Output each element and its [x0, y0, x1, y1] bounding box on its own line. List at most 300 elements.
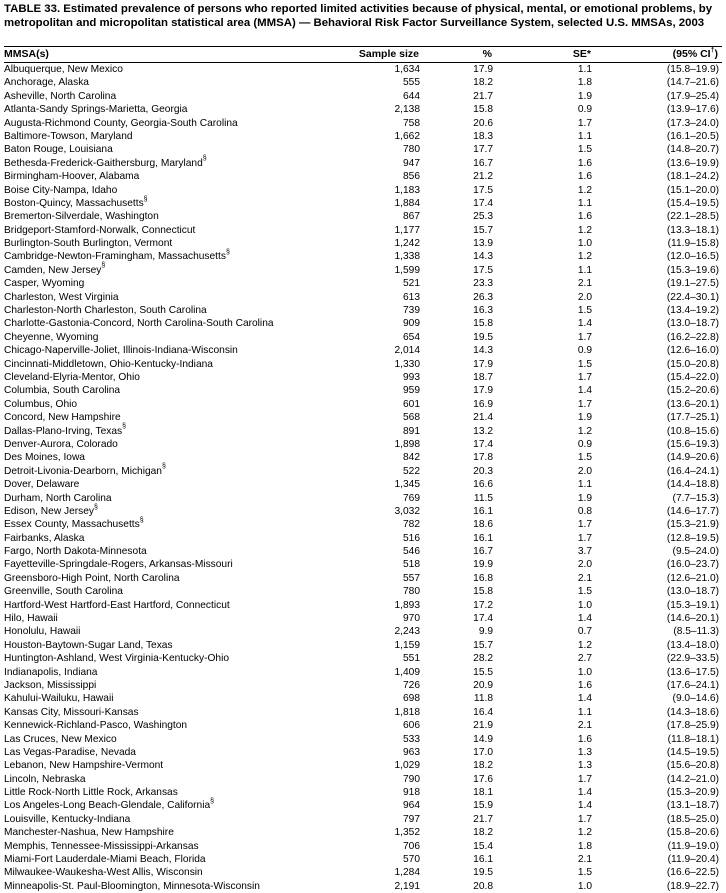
percent: 16.8 [473, 572, 493, 584]
confidence-interval: (12.0–16.5) [666, 251, 719, 263]
sample-size: 706 [403, 840, 420, 852]
confidence-interval: (15.2–20.6) [666, 385, 719, 397]
mmsa-name-text: Houston-Baytown-Sugar Land, Texas [4, 639, 173, 651]
table-row [4, 599, 722, 612]
sample-size: 909 [403, 318, 420, 330]
percent: 25.3 [473, 211, 493, 223]
mmsa-name [4, 184, 324, 197]
mmsa-name [4, 143, 324, 156]
mmsa-name [4, 224, 324, 237]
mmsa-name-text: Bremerton-Silverdale, Washington [4, 211, 159, 223]
sample-size: 758 [403, 117, 420, 129]
standard-error: 1.2 [577, 184, 592, 196]
mmsa-name [4, 733, 324, 746]
percent: 28.2 [473, 653, 493, 665]
mmsa-name-text: Las Cruces, New Mexico [4, 733, 117, 745]
sample-size: 1,884 [394, 197, 420, 209]
mmsa-name [4, 639, 324, 652]
confidence-interval: (15.3–19.1) [666, 599, 719, 611]
sample-size: 1,242 [394, 238, 420, 250]
table-row [4, 853, 722, 866]
confidence-interval: (14.2–21.0) [666, 773, 719, 785]
mmsa-name-text: Minneapolis-St. Paul-Bloomington, Minnesota-Wisconsin [4, 880, 260, 892]
percent: 15.5 [473, 666, 493, 678]
sample-size: 516 [403, 532, 420, 544]
mmsa-name [4, 866, 324, 879]
standard-error: 1.4 [577, 385, 592, 397]
table-row [4, 304, 722, 317]
percent: 15.7 [473, 224, 493, 236]
confidence-interval: (13.6–19.9) [666, 157, 719, 169]
table-row [4, 291, 722, 304]
mmsa-name-text: Honolulu, Hawaii [4, 626, 81, 638]
table-row [4, 411, 722, 424]
percent: 16.3 [473, 305, 493, 317]
confidence-interval: (12.6–21.0) [666, 572, 719, 584]
standard-error: 1.2 [577, 639, 592, 651]
mmsa-name-text: Milwaukee-Waukesha-West Allis, Wisconsin [4, 867, 203, 879]
table-row [4, 451, 722, 464]
table-row [4, 585, 722, 598]
confidence-interval: (17.6–24.1) [666, 679, 719, 691]
confidence-interval: (16.4–24.1) [666, 465, 719, 477]
standard-error: 0.9 [577, 438, 592, 450]
sample-size: 644 [403, 90, 420, 102]
percent: 14.9 [473, 733, 493, 745]
header-ci-label: (95% CI [672, 48, 711, 60]
footnote-mark: § [143, 195, 148, 203]
mmsa-name [4, 759, 324, 772]
confidence-interval: (18.9–22.7) [666, 880, 719, 892]
standard-error: 1.0 [577, 666, 592, 678]
mmsa-name-text: Dover, Delaware [4, 479, 80, 491]
standard-error: 0.9 [577, 345, 592, 357]
standard-error: 1.4 [577, 613, 592, 625]
standard-error: 1.7 [577, 371, 592, 383]
table-row [4, 799, 722, 812]
mmsa-name [4, 746, 324, 759]
confidence-interval: (13.9–17.6) [666, 104, 719, 116]
standard-error: 2.1 [577, 854, 592, 866]
footnote-mark: § [225, 249, 230, 257]
sample-size: 1,599 [394, 264, 420, 276]
mmsa-name-text: Bethesda-Frederick-Gaithersburg, Maryland [4, 157, 203, 169]
table-row [4, 719, 722, 732]
standard-error: 0.9 [577, 104, 592, 116]
table-row [4, 652, 722, 665]
confidence-interval: (11.9–15.8) [667, 238, 719, 250]
percent: 13.9 [473, 238, 493, 250]
mmsa-name-text: Cleveland-Elyria-Mentor, Ohio [4, 371, 140, 383]
mmsa-name-text: Fargo, North Dakota-Minnesota [4, 546, 147, 558]
table-row [4, 532, 722, 545]
standard-error: 1.2 [577, 827, 592, 839]
standard-error: 1.1 [577, 64, 592, 75]
mmsa-name-text: Concord, New Hampshire [4, 412, 121, 424]
header-sample-size: Sample size [358, 48, 419, 60]
mmsa-name-text: Greensboro-High Point, North Carolina [4, 572, 180, 584]
mmsa-name [4, 625, 324, 638]
confidence-interval: (12.8–19.5) [666, 532, 719, 544]
mmsa-name-text: Greenville, South Carolina [4, 586, 123, 598]
percent: 15.8 [473, 104, 493, 116]
confidence-interval: (14.5–19.5) [666, 746, 719, 758]
mmsa-name [4, 250, 324, 263]
percent: 17.4 [473, 197, 493, 209]
mmsa-name-text: Huntington-Ashland, West Virginia-Kentucky-Ohio [4, 653, 229, 665]
mmsa-name-text: Jackson, Mississippi [4, 679, 97, 691]
percent: 19.5 [473, 867, 493, 879]
mmsa-name-text: Lebanon, New Hampshire-Vermont [4, 760, 164, 772]
mmsa-name-text: Camden, New Jersey [4, 264, 102, 276]
standard-error: 1.0 [577, 238, 592, 250]
table-row [4, 773, 722, 786]
mmsa-name-text: Charlotte-Gastonia-Concord, North Carolina-South Carolina [4, 318, 274, 330]
mmsa-name-text: Columbus, Ohio [4, 398, 78, 410]
confidence-interval: (19.1–27.5) [666, 278, 719, 290]
mmsa-name [4, 157, 324, 170]
sample-size: 1,634 [394, 64, 420, 75]
sample-size: 856 [403, 171, 420, 183]
sample-size: 654 [403, 331, 420, 343]
table-row [4, 358, 722, 371]
sample-size: 769 [403, 492, 420, 504]
sample-size: 533 [403, 733, 420, 745]
mmsa-name-text: Birmingham-Hoover, Alabama [4, 171, 140, 183]
sample-size: 1,338 [394, 251, 420, 263]
mmsa-name [4, 478, 324, 491]
confidence-interval: (13.3–18.1) [666, 224, 719, 236]
mmsa-name [4, 170, 324, 183]
percent: 15.7 [473, 639, 493, 651]
standard-error: 2.0 [577, 291, 592, 303]
confidence-interval: (14.6–20.1) [666, 613, 719, 625]
table-row [4, 157, 722, 170]
confidence-interval: (11.9–19.0) [667, 840, 719, 852]
mmsa-name [4, 786, 324, 799]
mmsa-name-text: Louisville, Kentucky-Indiana [4, 813, 131, 825]
mmsa-name [4, 585, 324, 598]
percent: 16.1 [473, 505, 493, 517]
mmsa-name-text: Los Angeles-Long Beach-Glendale, California [4, 800, 211, 812]
percent: 16.4 [473, 706, 493, 718]
footnote-mark: § [122, 423, 127, 431]
standard-error: 1.6 [577, 679, 592, 691]
percent: 9.9 [478, 626, 493, 638]
standard-error: 1.9 [577, 90, 592, 102]
confidence-interval: (18.5–25.0) [666, 813, 719, 825]
percent: 17.0 [473, 746, 493, 758]
header-se-label: SE [572, 48, 587, 60]
table-row [4, 692, 722, 705]
mmsa-name-text: Dallas-Plano-Irving, Texas [4, 425, 123, 437]
percent: 16.1 [473, 854, 493, 866]
sample-size: 891 [403, 425, 420, 437]
sample-size: 613 [403, 291, 420, 303]
table-row [4, 558, 722, 571]
confidence-interval: (15.4–22.0) [666, 371, 719, 383]
sample-size: 1,893 [394, 599, 420, 611]
footnote-mark: § [94, 503, 98, 511]
percent: 23.3 [473, 278, 493, 290]
mmsa-name [4, 291, 324, 304]
mmsa-name-text: Kennewick-Richland-Pasco, Washington [4, 720, 188, 732]
table-title: TABLE 33. Estimated prevalence of persons who reported limited activities because of physical, mental, or emotional problems, by metropolitan and micropolitan statistical area (MMSA) — Behavioral Risk Factor Surveillance System, selected U.S. MMSAs, 2003 [4, 3, 713, 29]
mmsa-name-text: Albuquerque, New Mexico [4, 64, 123, 75]
confidence-interval: (10.8–15.6) [666, 425, 719, 437]
standard-error: 1.4 [577, 800, 592, 812]
sample-size: 557 [403, 572, 420, 584]
mmsa-name [4, 384, 324, 397]
standard-error: 1.7 [577, 773, 592, 785]
confidence-interval: (11.9–20.4) [667, 854, 719, 866]
standard-error: 1.7 [577, 519, 592, 531]
table-row [4, 465, 722, 478]
sample-size: 1,183 [394, 184, 420, 196]
confidence-interval: (16.0–23.7) [666, 559, 719, 571]
mmsa-name [4, 76, 324, 89]
table-row [4, 331, 722, 344]
confidence-interval: (14.4–18.8) [666, 479, 719, 491]
sample-size: 1,352 [394, 827, 420, 839]
table-row [4, 63, 722, 76]
percent: 15.8 [473, 586, 493, 598]
mmsa-name [4, 344, 324, 357]
confidence-interval: (13.1–18.7) [666, 800, 719, 812]
percent: 18.1 [473, 787, 493, 799]
mmsa-name [4, 518, 324, 531]
mmsa-name [4, 679, 324, 692]
table-row [4, 572, 722, 585]
confidence-interval: (13.6–20.1) [666, 398, 719, 410]
percent: 17.5 [473, 184, 493, 196]
percent: 21.9 [473, 720, 493, 732]
percent: 17.6 [473, 773, 493, 785]
table-row [4, 759, 722, 772]
percent: 16.7 [473, 546, 493, 558]
mmsa-name [4, 317, 324, 330]
percent: 17.7 [473, 144, 493, 156]
table-row [4, 666, 722, 679]
header-ci [591, 47, 718, 62]
standard-error: 1.5 [577, 305, 592, 317]
mmsa-name-text: Fairbanks, Alaska [4, 532, 85, 544]
footnote-mark: § [202, 155, 207, 163]
mmsa-name-text: Little Rock-North Little Rock, Arkansas [4, 787, 178, 799]
mmsa-name [4, 826, 324, 839]
confidence-interval: (14.8–20.7) [666, 144, 719, 156]
standard-error: 2.0 [577, 559, 592, 571]
standard-error: 0.7 [577, 626, 592, 638]
percent: 15.9 [473, 800, 493, 812]
mmsa-name-text: Lincoln, Nebraska [4, 773, 86, 785]
mmsa-name-text: Essex County, Massachusetts [4, 519, 140, 531]
standard-error: 1.5 [577, 358, 592, 370]
percent: 15.4 [473, 840, 493, 852]
mmsa-name [4, 840, 324, 853]
mmsa-name-text: Charleston-North Charleston, South Carolina [4, 305, 207, 317]
table-row [4, 210, 722, 223]
standard-error: 1.4 [577, 693, 592, 705]
mmsa-name [4, 210, 324, 223]
confidence-interval: (15.3–19.6) [666, 264, 719, 276]
percent: 19.5 [473, 331, 493, 343]
standard-error: 1.2 [577, 224, 592, 236]
percent: 18.6 [473, 519, 493, 531]
percent: 15.8 [473, 318, 493, 330]
confidence-interval: (11.8–18.1) [667, 733, 719, 745]
confidence-interval: (15.0–20.8) [666, 358, 719, 370]
confidence-interval: (17.9–25.4) [666, 90, 719, 102]
confidence-interval: (15.1–20.0) [666, 184, 719, 196]
table-header [4, 47, 722, 62]
mmsa-name-text: Augusta-Richmond County, Georgia-South Carolina [4, 117, 238, 129]
sample-size: 867 [403, 211, 420, 223]
mmsa-name [4, 492, 324, 505]
mmsa-name-text: Cheyenne, Wyoming [4, 331, 99, 343]
standard-error: 1.5 [577, 867, 592, 879]
sample-size: 959 [403, 385, 420, 397]
percent: 13.2 [473, 425, 493, 437]
table-row [4, 813, 722, 826]
standard-error: 2.0 [577, 465, 592, 477]
sample-size: 780 [403, 144, 420, 156]
confidence-interval: (13.6–17.5) [666, 666, 719, 678]
table-row [4, 840, 722, 853]
table-row [4, 264, 722, 277]
standard-error: 1.4 [577, 318, 592, 330]
table-row [4, 505, 722, 518]
mmsa-name-text: Boise City-Nampa, Idaho [4, 184, 118, 196]
mmsa-name [4, 371, 324, 384]
percent: 17.4 [473, 613, 493, 625]
table-row [4, 224, 722, 237]
percent: 18.2 [473, 827, 493, 839]
percent: 11.8 [473, 693, 493, 705]
confidence-interval: (15.6–19.3) [666, 438, 719, 450]
mmsa-name-text: Hartford-West Hartford-East Hartford, Connecticut [4, 599, 230, 611]
confidence-interval: (13.4–19.2) [666, 305, 719, 317]
percent: 20.3 [473, 465, 493, 477]
standard-error: 2.1 [577, 278, 592, 290]
standard-error: 2.1 [577, 720, 592, 732]
table-row [4, 398, 722, 411]
confidence-interval: (17.8–25.9) [666, 720, 719, 732]
footnote-mark: § [161, 463, 166, 471]
table-row [4, 76, 722, 89]
percent: 11.5 [473, 492, 493, 504]
percent: 14.3 [473, 251, 493, 263]
percent: 17.9 [473, 385, 493, 397]
mmsa-name-text: Indianapolis, Indiana [4, 666, 98, 678]
table-row [4, 237, 722, 250]
header-se [492, 47, 591, 62]
mmsa-name [4, 197, 324, 210]
confidence-interval: (15.3–21.9) [666, 519, 719, 531]
confidence-interval: (15.6–20.8) [666, 760, 719, 772]
mmsa-name [4, 130, 324, 143]
confidence-interval: (22.1–28.5) [666, 211, 719, 223]
table-row [4, 478, 722, 491]
mmsa-name-text: Cincinnati-Middletown, Ohio-Kentucky-Indiana [4, 358, 213, 370]
standard-error: 1.1 [577, 130, 592, 142]
mmsa-name-text: Las Vegas-Paradise, Nevada [4, 746, 136, 758]
percent: 18.7 [473, 371, 493, 383]
sample-size: 1,898 [394, 438, 420, 450]
header-se-footnote-mark: * [586, 48, 591, 60]
standard-error: 1.2 [577, 251, 592, 263]
mmsa-name-text: Bridgeport-Stamford-Norwalk, Connecticut [4, 224, 196, 236]
mmsa-name [4, 63, 324, 76]
sample-size: 726 [403, 679, 420, 691]
table-row [4, 143, 722, 156]
mmsa-name-text: Burlington-South Burlington, Vermont [4, 238, 173, 250]
confidence-interval: (13.4–18.0) [666, 639, 719, 651]
mmsa-name-text: Durham, North Carolina [4, 492, 112, 504]
header-ci-footnote-mark: † [710, 46, 715, 54]
mmsa-name [4, 358, 324, 371]
standard-error: 2.1 [577, 572, 592, 584]
standard-error: 1.3 [577, 760, 592, 772]
sample-size: 964 [403, 800, 420, 812]
confidence-interval: (18.1–24.2) [666, 171, 719, 183]
sample-size: 918 [403, 787, 420, 799]
sample-size: 570 [403, 854, 420, 866]
standard-error: 1.8 [577, 77, 592, 89]
percent: 16.6 [473, 479, 493, 491]
confidence-interval: (14.9–20.6) [666, 452, 719, 464]
confidence-interval: (13.0–18.7) [666, 318, 719, 330]
mmsa-name-text: Boston-Quincy, Massachusetts [4, 197, 144, 209]
standard-error: 1.0 [577, 880, 592, 892]
standard-error: 1.0 [577, 599, 592, 611]
sample-size: 970 [403, 613, 420, 625]
mmsa-name [4, 558, 324, 571]
data-table [4, 46, 722, 893]
mmsa-name-text: Des Moines, Iowa [4, 452, 85, 464]
standard-error: 0.8 [577, 505, 592, 517]
sample-size: 518 [403, 559, 420, 571]
mmsa-name [4, 425, 324, 438]
sample-size: 947 [403, 157, 420, 169]
confidence-interval: (17.7–25.1) [666, 412, 719, 424]
mmsa-name-text: Manchester-Nashua, New Hampshire [4, 827, 174, 839]
mmsa-name [4, 572, 324, 585]
mmsa-name-text: Miami-Fort Lauderdale-Miami Beach, Florida [4, 854, 206, 866]
confidence-interval: (14.6–17.7) [666, 505, 719, 517]
standard-error: 1.7 [577, 117, 592, 129]
confidence-interval: (22.9–33.5) [666, 653, 719, 665]
percent: 21.7 [473, 813, 493, 825]
sample-size: 698 [403, 693, 420, 705]
table-row [4, 277, 722, 290]
standard-error: 1.1 [577, 264, 592, 276]
standard-error: 1.4 [577, 787, 592, 799]
sample-size: 1,159 [394, 639, 420, 651]
sample-size: 546 [403, 546, 420, 558]
table-row [4, 492, 722, 505]
confidence-interval: (9.5–24.0) [672, 546, 719, 558]
table-row [4, 733, 722, 746]
table-row [4, 438, 722, 451]
sample-size: 551 [403, 653, 420, 665]
mmsa-name [4, 532, 324, 545]
standard-error: 1.9 [577, 492, 592, 504]
mmsa-name [4, 505, 324, 518]
mmsa-name [4, 398, 324, 411]
mmsa-name [4, 277, 324, 290]
confidence-interval: (13.0–18.7) [666, 586, 719, 598]
